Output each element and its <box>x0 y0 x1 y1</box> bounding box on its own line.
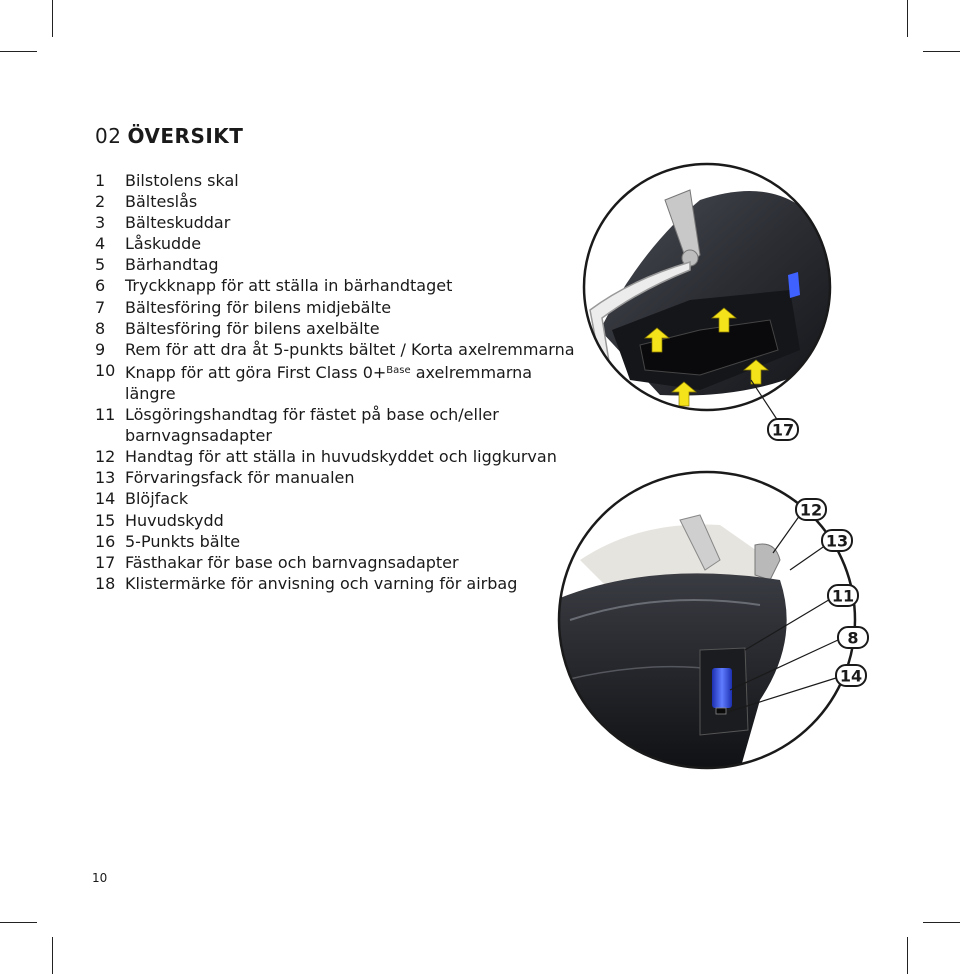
item-number: 3 <box>95 213 106 233</box>
item-text-sup: Base <box>386 364 411 376</box>
item-text: Bältesföring för bilens axelbälte <box>125 318 380 338</box>
item-text: Bälteskuddar <box>125 213 231 233</box>
item-number: 14 <box>95 489 116 509</box>
item-number: 18 <box>95 573 116 593</box>
item-text-before: Knapp för att göra First Class 0+ <box>125 362 387 382</box>
item-text: Låskudde <box>125 234 202 254</box>
callout-12-label: 12 <box>799 500 823 520</box>
item-number: 15 <box>95 510 116 530</box>
item-number: 17 <box>95 552 116 572</box>
callout-11 <box>828 585 858 606</box>
item-number: 2 <box>95 192 106 212</box>
item-number: 12 <box>95 447 116 467</box>
item-text: 5-Punkts bälte <box>125 531 241 551</box>
callout-17 <box>768 419 798 440</box>
callout-14-label: 14 <box>839 666 863 686</box>
callout-11-label: 11 <box>831 586 855 606</box>
top-detail-view <box>580 160 840 420</box>
item-text: Bärhandtag <box>125 255 219 275</box>
item-number: 4 <box>95 234 106 254</box>
item-number: 16 <box>95 531 116 551</box>
item-text: Bältesföring för bilens midjebälte <box>125 297 392 317</box>
callout-13 <box>822 530 852 551</box>
item-number: 13 <box>95 468 116 488</box>
item-text: Huvudskydd <box>125 510 224 530</box>
item-text: Handtag för att ställa in huvudskyddet och liggkurvan <box>125 447 557 467</box>
item-number: 1 <box>95 171 106 190</box>
item-number: 8 <box>95 318 106 338</box>
page-number: 10 <box>92 871 108 885</box>
item-number: 5 <box>95 255 106 275</box>
item-text: Bälteslås <box>125 192 198 212</box>
item-text: Fästhakar för base och barnvagnsadapter <box>125 552 459 572</box>
item-number: 9 <box>95 339 106 359</box>
item-text: Klistermärke för anvisning och varning för airbag <box>125 573 518 593</box>
callout-13-label: 13 <box>825 531 849 551</box>
item-text: Tryckknapp för att ställa in bärhandtaget <box>125 276 453 296</box>
section-number: 02 <box>95 124 122 148</box>
item-number: 11 <box>95 405 116 425</box>
callout-12 <box>796 499 826 520</box>
item-number: 6 <box>95 276 106 296</box>
item-number: 10 <box>95 360 116 380</box>
callout-14 <box>836 665 866 686</box>
item-text: Bilstolens skal <box>125 171 239 190</box>
callout-17-label: 17 <box>771 420 795 440</box>
item-text: Lösgöringshandtag för fästet på base och/eller barnvagnsadapter <box>125 405 499 446</box>
callout-8-label: 8 <box>847 628 859 648</box>
item-text: Rem för att dra åt 5-punkts bältet / Korta axelremmarna <box>125 339 575 359</box>
item-text: Förvaringsfack för manualen <box>125 468 355 488</box>
item-number: 7 <box>95 297 106 317</box>
callout-8 <box>838 627 868 648</box>
item-text: Blöjfack <box>125 489 189 509</box>
item-text-after: axelremmarna längre <box>125 362 533 403</box>
section-title: ÖVERSIKT <box>127 124 244 148</box>
